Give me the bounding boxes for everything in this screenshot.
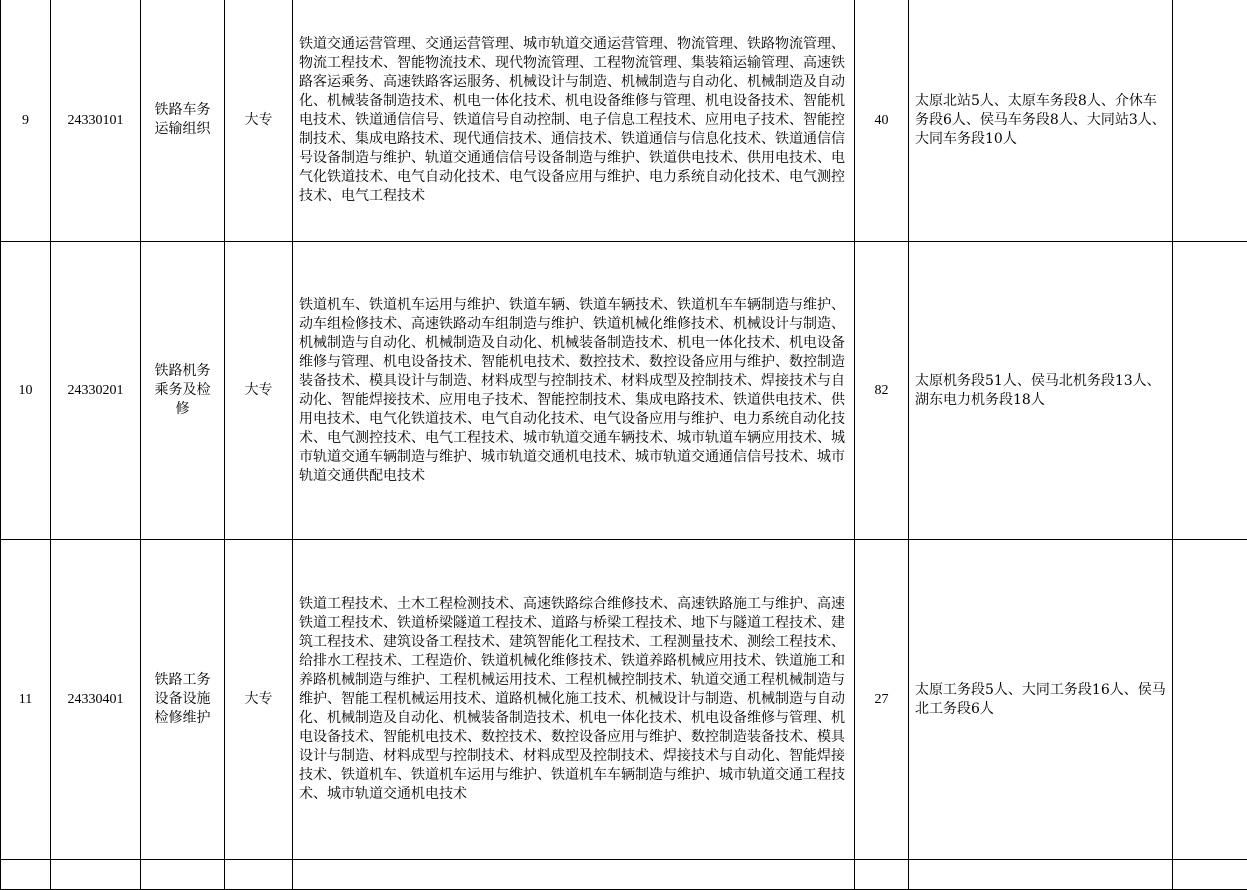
row-number [1,860,51,890]
required-majors: 铁道机车、铁道机车运用与维护、铁道车辆、铁道车辆技术、铁道机车车辆制造与维护、动车组检修技术、高速铁路动车组制造与维护、铁道机械化维修技术、机械设计与制造、机械制造与自动化、机械制造及自动化、机械装备制造技术、机电一体化技术、机电设备维修与管理、机电设备技术、智能机电技术、数控技术、数控设备应用与维护、数控制造装备技术、模具设计与制造、材料成型与控制技术、材料成型及控制技术、焊接技术与自动化、智能焊接技术、应用电子技术、智能控制技术、集成电路技术、铁道供电技术、供用电技术、电气化铁道技术、电气自动化技术、电气设备应用与维护、电力系统自动化技术、电气测控技术、电气工程技术、城市轨道交通车辆技术、城市轨道车辆应用技术、城市轨道交通车辆制造与维护、城市轨道交通机电技术、城市轨道交通通信信号技术、城市轨道交通供配电技术 [293,242,855,540]
table-row [1,540,1247,860]
position-name: 铁路机务乘务及检修 [141,242,225,540]
position-code: 24330201 [51,242,141,540]
education-level: 大专 [225,540,293,860]
remarks-cell [1173,0,1247,242]
position-name: 铁路车务运输组织 [141,0,225,242]
unit-distribution [909,860,1173,890]
table-row-partial [1,860,1247,890]
recruit-count: 40 [855,0,909,242]
unit-distribution: 太原机务段51人、侯马北机务段13人、湖东电力机务段18人 [909,242,1173,540]
position-code: 24330401 [51,540,141,860]
recruit-count: 82 [855,242,909,540]
remarks-cell [1173,540,1247,860]
remarks-cell [1173,860,1247,890]
position-name [141,860,225,890]
position-code [51,860,141,890]
table-row [1,0,1247,242]
table-row [1,242,1247,540]
row-number: 11 [1,540,51,860]
required-majors [293,860,855,890]
row-number: 10 [1,242,51,540]
education-level [225,860,293,890]
recruit-count [855,860,909,890]
required-majors: 铁道交通运营管理、交通运营管理、城市轨道交通运营管理、物流管理、铁路物流管理、物流工程技术、智能物流技术、现代物流管理、工程物流管理、集装箱运输管理、高速铁路客运乘务、高速铁路客运服务、机械设计与制造、机械制造与自动化、机械制造及自动化、机械装备制造技术、机电一体化技术、机电设备维修与管理、机电设备技术、智能机电技术、铁道通信信号、铁道信号自动控制、电子信息工程技术、应用电子技术、智能控制技术、集成电路技术、现代通信技术、通信技术、铁道通信与信息化技术、铁道通信信号设备制造与维护、轨道交通通信信号设备制造与维护、铁道供电技术、供用电技术、电气化铁道技术、电气自动化技术、电气设备应用与维护、电力系统自动化技术、电气测控技术、电气工程技术 [293,0,855,242]
education-level: 大专 [225,0,293,242]
education-level: 大专 [225,242,293,540]
unit-distribution: 太原北站5人、太原车务段8人、介休车务段6人、侯马车务段8人、大同站3人、大同车务段10人 [909,0,1173,242]
required-majors: 铁道工程技术、土木工程检测技术、高速铁路综合维修技术、高速铁路施工与维护、高速铁道工程技术、铁道桥梁隧道工程技术、道路与桥梁工程技术、地下与隧道工程技术、建筑工程技术、建筑设备工程技术、建筑智能化工程技术、工程测量技术、测绘工程技术、给排水工程技术、工程造价、铁道机械化维修技术、铁道养路机械应用技术、铁道施工和养路机械制造与维护、工程机械运用技术、工程机械控制技术、轨道交通工程机械制造与维护、智能工程机械运用技术、道路机械化施工技术、机械设计与制造、机械制造与自动化、机械制造及自动化、机械装备制造技术、机电一体化技术、机电设备维修与管理、机电设备技术、智能机电技术、数控技术、数控设备应用与维护、数控制造装备技术、模具设计与制造、材料成型与控制技术、材料成型及控制技术、焊接技术与自动化、智能焊接技术、铁道机车、铁道机车运用与维护、铁道机车车辆制造与维护、城市轨道交通工程技术、城市轨道交通机电技术 [293,540,855,860]
recruit-count: 27 [855,540,909,860]
position-name: 铁路工务设备设施检修维护 [141,540,225,860]
unit-distribution: 太原工务段5人、大同工务段16人、侯马北工务段6人 [909,540,1173,860]
position-code: 24330101 [51,0,141,242]
row-number: 9 [1,0,51,242]
remarks-cell [1173,242,1247,540]
